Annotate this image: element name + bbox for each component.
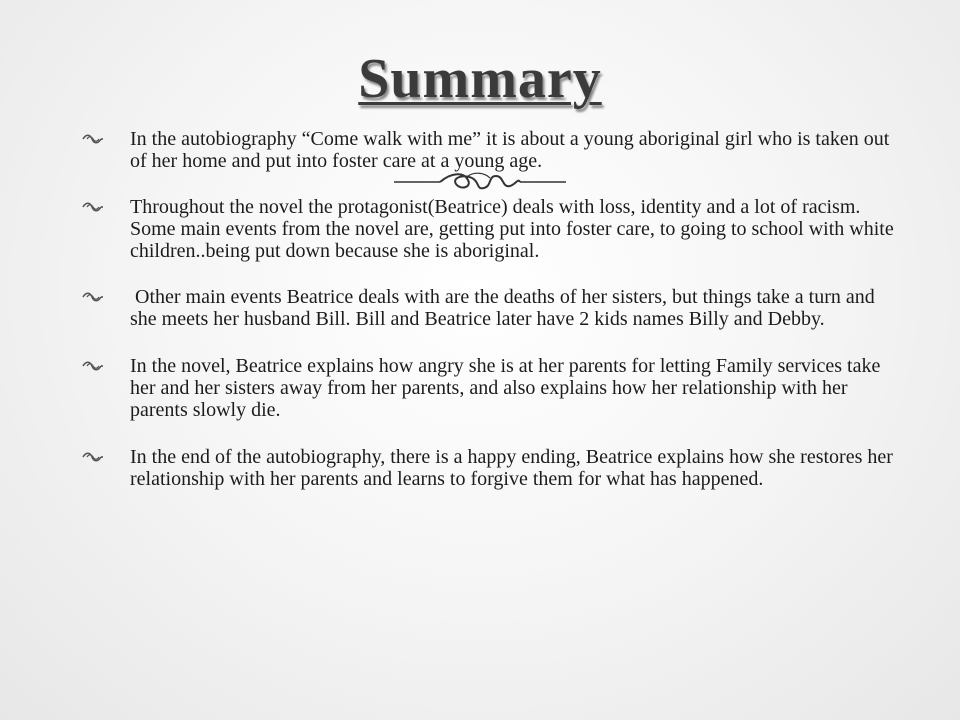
ornamental-bullet-icon (82, 291, 104, 303)
bullet-list (82, 128, 902, 510)
ornamental-bullet-icon (82, 133, 104, 145)
ornamental-bullet-icon (82, 360, 104, 372)
bullet-item (82, 196, 902, 262)
bullet-item (82, 128, 902, 172)
bullet-item (82, 286, 902, 330)
bullet-text: Other main events Beatrice deals with are the deaths of her sisters, but things take a turn and she meets her husband Bill. Bill and Beatrice later have 2 kids names Billy and Debby. (130, 286, 880, 330)
bullet-text: In the novel, Beatrice explains how angry she is at her parents for letting Family services take her and her sisters away from her parents, and also explains how her relationship with her parents slowly die. (130, 355, 881, 421)
bullet-item (82, 446, 902, 490)
bullet-text: In the autobiography “Come walk with me” it is about a young aboriginal girl who is taken out of her home and put into foster care at a young age. (130, 128, 890, 172)
bullet-item (82, 355, 902, 421)
bullet-text: Throughout the novel the protagonist(Beatrice) deals with loss, identity and a lot of racism. Some main events from the novel are, getting put into foster care, to going to school with white children..being put down because she is aboriginal. (130, 196, 894, 262)
slide-title: Summary (358, 48, 602, 110)
ornamental-bullet-icon (82, 451, 104, 463)
ornamental-bullet-icon (82, 201, 104, 213)
bullet-text: In the end of the autobiography, there is a happy ending, Beatrice explains how she restores her relationship with her parents and learns to forgive them for what has happened. (130, 446, 893, 490)
